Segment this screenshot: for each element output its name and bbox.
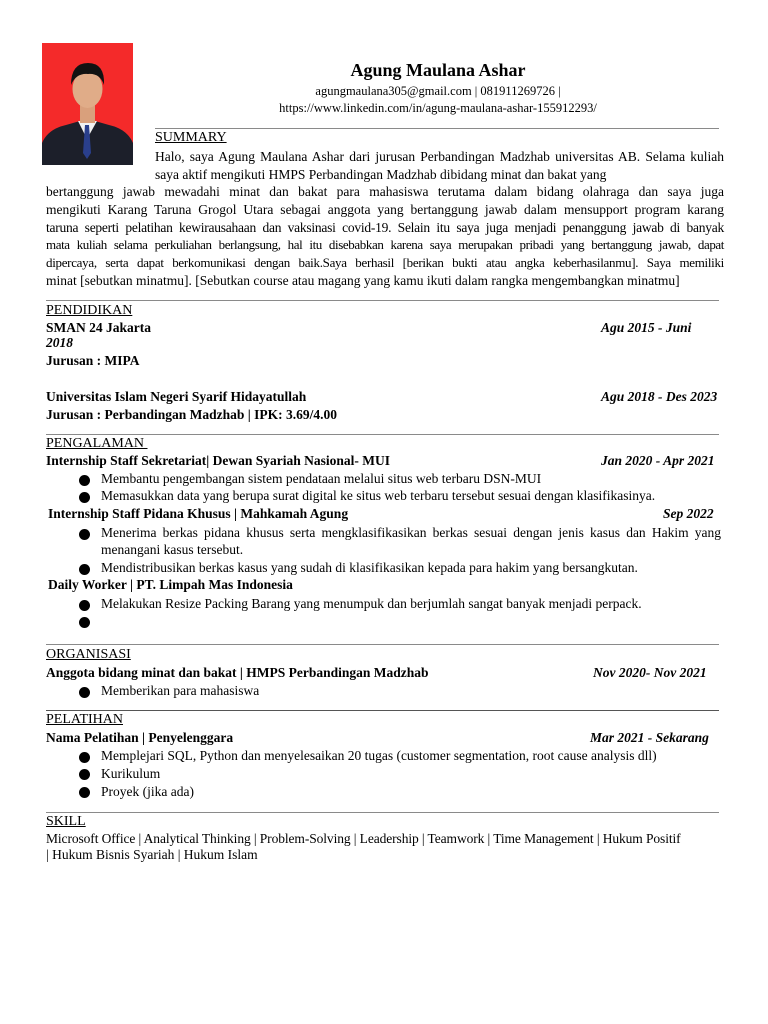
education-school-1: SMAN 24 Jakarta	[46, 320, 151, 335]
section-heading-summary: SUMMARY	[155, 130, 227, 145]
organization-item-1-bullet-1: Memberikan para mahasiswa	[101, 683, 260, 698]
summary-line: dipercaya, serta dapat berkomunikasi dengan baik.Saya berhasil [berikan bukti atau angka keberhasilanmu]. Saya memiliki	[46, 255, 724, 270]
experience-job-1: Internship Staff Sekretariat| Dewan Syariah Nasional- MUI	[46, 453, 390, 468]
bullet-icon	[79, 529, 90, 540]
skill-list-line-1: Microsoft Office | Analytical Thinking | Problem-Solving | Leadership | Teamwork | Time Management | Hukum Positif	[46, 831, 681, 846]
experience-date-2: Sep 2022	[663, 506, 714, 521]
divider	[155, 128, 719, 129]
bullet-icon	[79, 769, 90, 780]
applicant-name: Agung Maulana Ashar	[350, 60, 526, 80]
experience-job-2: Internship Staff Pidana Khusus | Mahkamah Agung	[48, 506, 349, 521]
training-item-1-bullet-1: Memplejari SQL, Python dan menyelesaikan 20 tugas (customer segmentation, root cause analysis dll)	[101, 748, 657, 763]
person-portrait-icon	[42, 43, 133, 165]
divider	[46, 644, 719, 645]
divider	[46, 710, 719, 711]
bullet-icon	[79, 492, 90, 503]
experience-job-3: Daily Worker | PT. Limpah Mas Indonesia	[48, 577, 293, 592]
experience-job-3-bullet-1: Melakukan Resize Packing Barang yang menumpuk dan berjumlah sangat banyak menjadi perpack.	[101, 596, 642, 611]
experience-job-2-bullet-1-cont: menangani kasus tersebut.	[101, 542, 244, 557]
training-item-1-bullet-3: Proyek (jika ada)	[101, 784, 194, 799]
training-date-1: Mar 2021 - Sekarang	[590, 730, 709, 745]
summary-line: mengikuti Karang Taruna Grogol Utara sebagai anggota yang bertanggung jawab dalam mensupport program karang	[46, 202, 724, 217]
organization-item-1: Anggota bidang minat dan bakat | HMPS Perbandingan Madzhab	[46, 665, 429, 680]
education-major-1: Jurusan : MIPA	[46, 353, 140, 368]
bullet-icon	[79, 787, 90, 798]
organization-date-1: Nov 2020- Nov 2021	[593, 665, 707, 680]
divider	[46, 300, 719, 301]
section-heading-experience: PENGALAMAN	[46, 436, 148, 451]
summary-line: bertanggung jawab mewadahi minat dan bakat para mahasiswa terutama dalam bidang olahraga dan saya juga	[46, 184, 724, 199]
bullet-icon	[79, 687, 90, 698]
experience-job-1-bullet-1: Membantu pengembangan sistem pendataan melalui situs web terbaru DSN-MUI	[101, 471, 542, 486]
education-major-2: Jurusan : Perbandingan Madzhab | IPK: 3.69/4.00	[46, 407, 338, 422]
bullet-icon	[79, 617, 90, 628]
section-heading-education: PENDIDIKAN	[46, 303, 133, 318]
section-heading-skill: SKILL	[46, 814, 86, 829]
divider	[46, 434, 719, 435]
education-school-2: Universitas Islam Negeri Syarif Hidayatullah	[46, 389, 307, 404]
summary-line: minat [sebutkan minatmu]. [Sebutkan course atau magang yang kamu ikuti dalam rangka mengembangkan minatmu]	[46, 273, 680, 288]
skill-list-line-2: | Hukum Bisnis Syariah | Hukum Islam	[46, 847, 258, 862]
experience-job-1-bullet-2: Memasukkan data yang berupa surat digital ke situs web terbaru tersebut sesuai dengan klasifikasinya.	[101, 488, 656, 503]
bullet-icon	[79, 600, 90, 611]
summary-text-indented: Halo, saya Agung Maulana Ashar dari jurusan Perbandingan Madzhab universitas AB. Selama kuliah saya aktif mengikuti HMPS Perbandingan Madzhab dibidang minat dan bakat yang	[155, 149, 724, 182]
training-item-1-bullet-2: Kurikulum	[101, 766, 161, 781]
divider	[46, 812, 719, 813]
experience-job-2-bullet-1: Menerima berkas pidana khusus serta mengklasifikasikan berkas sesuai dengan jenis kasus dan Hakim yang	[101, 525, 721, 540]
experience-job-2-bullet-2: Mendistribusikan berkas kasus yang sudah di klasifikasikan kepada para hakim yang bersangkutan.	[101, 560, 638, 575]
contact-email-phone: agungmaulana305@gmail.com | 081911269726 |	[315, 84, 561, 98]
training-item-1: Nama Pelatihan | Penyelenggara	[46, 730, 234, 745]
section-heading-training: PELATIHAN	[46, 712, 123, 727]
summary-line: mata kuliah selama perkuliahan berlangsung, hal itu disebabkan karena saya merupakan pribadi yang bertanggung jawab, dapat	[46, 237, 724, 252]
education-date-1-wrap: 2018	[46, 335, 73, 350]
bullet-icon	[79, 475, 90, 486]
bullet-icon	[79, 564, 90, 575]
section-heading-organization: ORGANISASI	[46, 647, 131, 662]
profile-photo	[42, 43, 133, 165]
experience-date-1: Jan 2020 - Apr 2021	[601, 453, 715, 468]
bullet-icon	[79, 752, 90, 763]
education-date-2: Agu 2018 - Des 2023	[601, 389, 718, 404]
contact-linkedin: https://www.linkedin.com/in/agung-maulana-ashar-155912293/	[279, 101, 597, 115]
education-date-1: Agu 2015 - Juni	[601, 320, 692, 335]
summary-line: taruna seperti pelatihan kewirausahaan dan vaksinasi covid-19. Selain itu saya juga menjadi penanggung jawab di banyak	[46, 220, 724, 235]
